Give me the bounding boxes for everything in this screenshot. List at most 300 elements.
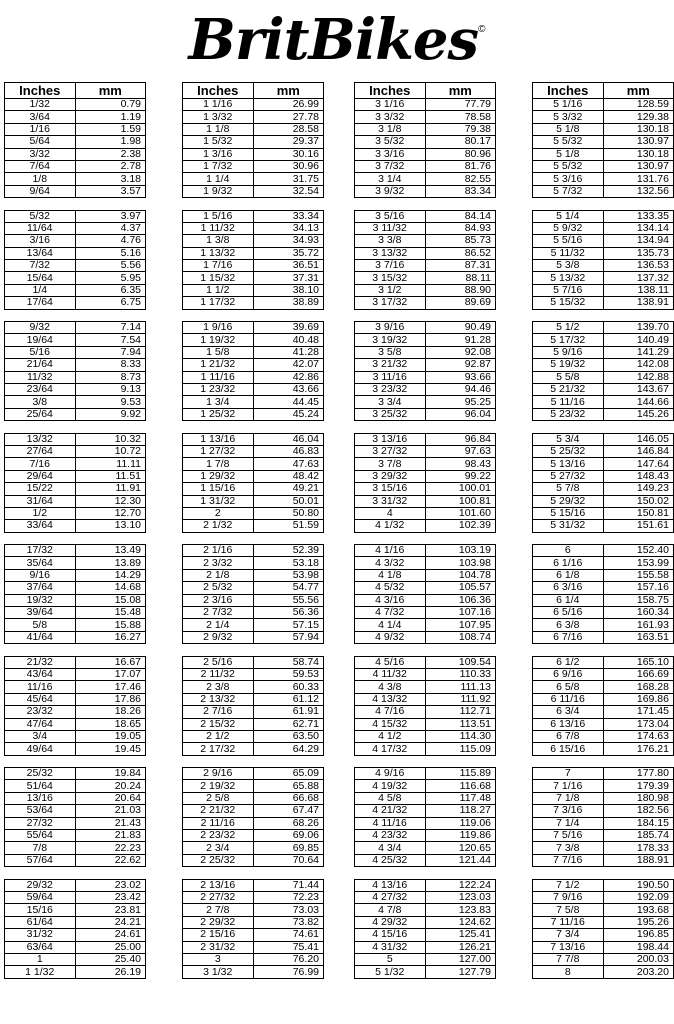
mm-cell: 176.21 [603,743,674,755]
inches-cell: 2 9/32 [183,631,254,643]
table-row [5,582,146,594]
inches-cell: 3/8 [5,396,76,408]
table-row [355,260,496,272]
table-row [5,730,146,742]
inches-cell: 4 7/16 [355,706,426,718]
mm-cell: 133.35 [603,210,674,222]
mm-cell: 70.64 [253,854,324,866]
group-spacer [533,867,674,879]
mm-cell: 114.30 [425,730,496,742]
mm-cell: 4.37 [75,222,146,234]
table-row [183,842,324,854]
table-row [533,904,674,916]
inches-cell: 4 1/32 [355,520,426,532]
inches-cell: 7 5/8 [533,904,604,916]
inches-cell: 5 9/16 [533,346,604,358]
table-row [533,545,674,557]
inches-cell: 1/4 [5,284,76,296]
table-row [533,470,674,482]
table-row [533,111,674,123]
inches-cell: 9/16 [5,569,76,581]
table-row [183,966,324,978]
mm-cell: 174.63 [603,730,674,742]
mm-cell: 147.64 [603,458,674,470]
mm-cell: 166.69 [603,668,674,680]
table-row [183,768,324,780]
table-row [355,222,496,234]
table-row [355,582,496,594]
table-header-row [533,83,674,99]
inches-cell: 3 21/32 [355,359,426,371]
mm-cell: 48.42 [253,470,324,482]
mm-cell: 53.18 [253,557,324,569]
table-row [5,334,146,346]
inches-cell: 53/64 [5,805,76,817]
table-row [5,284,146,296]
table-row [5,929,146,941]
mm-cell: 112.71 [425,706,496,718]
group-spacer [533,309,674,321]
inches-cell: 7 7/8 [533,953,604,965]
mm-cell: 140.49 [603,334,674,346]
inches-cell: 6 1/16 [533,557,604,569]
inches-cell: 2 11/16 [183,817,254,829]
mm-cell: 58.74 [253,656,324,668]
inches-cell: 7 11/16 [533,916,604,928]
mm-cell: 178.33 [603,842,674,854]
inches-cell: 11/64 [5,222,76,234]
inches-cell: 5 3/32 [533,111,604,123]
mm-cell: 62.71 [253,718,324,730]
inches-cell: 2 29/32 [183,916,254,928]
table-row [183,607,324,619]
mm-cell: 88.11 [425,272,496,284]
table-row [183,520,324,532]
table-row [533,916,674,928]
table-row [533,123,674,135]
table-row [183,247,324,259]
inches-cell: 3/4 [5,730,76,742]
table-row [355,99,496,111]
mm-cell: 36.51 [253,260,324,272]
table-row [355,408,496,420]
mm-cell: 177.80 [603,768,674,780]
inches-cell: 6 3/16 [533,582,604,594]
table-row [183,743,324,755]
inches-cell: 4 1/8 [355,569,426,581]
inches-cell: 5 15/32 [533,297,604,309]
table-row [183,693,324,705]
inches-cell: 3 9/16 [355,322,426,334]
inches-cell: 3 3/16 [355,148,426,160]
table-row [533,247,674,259]
mm-cell: 104.78 [425,569,496,581]
inches-cell: 19/32 [5,594,76,606]
table-row [5,396,146,408]
inches-cell: 15/64 [5,272,76,284]
inches-cell: 5 3/4 [533,433,604,445]
table-row [533,706,674,718]
mm-cell: 119.86 [425,830,496,842]
table-row [533,458,674,470]
table-row [183,210,324,222]
inches-cell: 1 [5,953,76,965]
table-row [183,173,324,185]
table-row [5,619,146,631]
table-row [183,545,324,557]
table-row [533,817,674,829]
mm-cell: 16.67 [75,656,146,668]
inches-cell: 13/32 [5,433,76,445]
inches-cell: 2 3/4 [183,842,254,854]
table-row [355,247,496,259]
mm-cell: 11.51 [75,470,146,482]
inches-cell: 7/32 [5,260,76,272]
mm-cell: 33.34 [253,210,324,222]
table-row [5,408,146,420]
table-row [183,148,324,160]
mm-cell: 10.32 [75,433,146,445]
table-row [533,284,674,296]
table-row [5,470,146,482]
table-row [355,483,496,495]
mm-cell: 45.24 [253,408,324,420]
table-row [5,371,146,383]
table-row [355,693,496,705]
mm-cell: 25.00 [75,941,146,953]
inches-cell: 7/16 [5,458,76,470]
table-row [355,383,496,395]
table-row [5,111,146,123]
table-row [355,136,496,148]
mm-cell: 9.92 [75,408,146,420]
inches-cell: 4 9/16 [355,768,426,780]
mm-cell: 115.89 [425,768,496,780]
inches-cell: 1 3/4 [183,396,254,408]
mm-cell: 21.03 [75,805,146,817]
table-row [5,495,146,507]
mm-cell: 126.21 [425,941,496,953]
mm-cell: 16.27 [75,631,146,643]
table-row [355,470,496,482]
conversion-table-1 [4,82,146,979]
inches-cell: 1 9/32 [183,185,254,197]
mm-cell: 128.59 [603,99,674,111]
inches-cell: 5 7/8 [533,483,604,495]
mm-cell: 102.39 [425,520,496,532]
group-spacer [355,198,496,210]
group-spacer [355,867,496,879]
table-row [355,594,496,606]
inches-cell: 4 27/32 [355,892,426,904]
mm-cell: 57.94 [253,631,324,643]
mm-cell: 79.38 [425,123,496,135]
table-row [355,879,496,891]
inches-cell: 2 27/32 [183,892,254,904]
mm-cell: 6.35 [75,284,146,296]
table-row [355,123,496,135]
mm-cell: 152.40 [603,545,674,557]
table-row [355,768,496,780]
conversion-table-2 [182,82,324,979]
mm-cell: 10.72 [75,445,146,457]
table-row [5,545,146,557]
table-row [355,681,496,693]
mm-cell: 13.49 [75,545,146,557]
mm-cell: 131.76 [603,173,674,185]
mm-cell: 203.20 [603,966,674,978]
table-row [355,272,496,284]
table-row [355,631,496,643]
mm-cell: 2.78 [75,160,146,172]
mm-cell: 46.83 [253,445,324,457]
inches-cell: 5 [355,953,426,965]
mm-cell: 136.53 [603,260,674,272]
mm-cell: 17.46 [75,681,146,693]
table-row [5,842,146,854]
mm-cell: 123.03 [425,892,496,904]
table-row [355,966,496,978]
conversion-column-4 [532,82,674,979]
mm-cell: 23.81 [75,904,146,916]
inches-cell: 1 3/32 [183,111,254,123]
table-row [533,780,674,792]
inches-cell: 27/64 [5,445,76,457]
table-row [183,284,324,296]
mm-cell: 165.10 [603,656,674,668]
inches-cell: 3 1/32 [183,966,254,978]
inches-cell: 63/64 [5,941,76,953]
brand-name: BritBikes [188,7,479,73]
group-spacer [5,198,146,210]
inches-cell: 1 3/16 [183,148,254,160]
inches-cell: 1 29/32 [183,470,254,482]
mm-cell: 1.98 [75,136,146,148]
table-row [5,817,146,829]
inches-cell: 5/8 [5,619,76,631]
table-row [183,185,324,197]
mm-cell: 50.80 [253,507,324,519]
inches-cell: 5 1/4 [533,210,604,222]
mm-cell: 1.59 [75,123,146,135]
inches-cell: 7 [533,768,604,780]
inches-cell: 1 1/4 [183,173,254,185]
inches-cell: 35/64 [5,557,76,569]
mm-cell: 115.09 [425,743,496,755]
table-row [5,136,146,148]
mm-cell: 34.13 [253,222,324,234]
mm-cell: 121.44 [425,854,496,866]
inches-cell: 13/64 [5,247,76,259]
inches-cell: 4 [355,507,426,519]
inches-cell: 4 3/16 [355,594,426,606]
mm-cell: 134.94 [603,235,674,247]
inches-cell: 5 31/32 [533,520,604,532]
table-row [355,780,496,792]
inches-cell: 3 13/32 [355,247,426,259]
inches-cell: 7 3/16 [533,805,604,817]
inches-cell: 4 29/32 [355,916,426,928]
inches-cell: 5 11/16 [533,396,604,408]
mm-cell: 42.86 [253,371,324,383]
table-row [5,322,146,334]
inches-cell: 23/32 [5,706,76,718]
inches-cell: 2 15/32 [183,718,254,730]
group-spacer [5,309,146,321]
mm-cell: 56.36 [253,607,324,619]
table-row [533,396,674,408]
mm-cell: 137.32 [603,272,674,284]
table-row [5,904,146,916]
group-spacer [5,644,146,656]
inches-cell: 4 1/16 [355,545,426,557]
mm-cell: 69.85 [253,842,324,854]
table-row [183,792,324,804]
mm-cell: 89.69 [425,297,496,309]
mm-cell: 101.60 [425,507,496,519]
table-row [533,383,674,395]
table-row [5,743,146,755]
mm-cell: 52.39 [253,545,324,557]
mm-cell: 15.48 [75,607,146,619]
mm-cell: 155.58 [603,569,674,581]
inches-cell: 1 13/32 [183,247,254,259]
mm-cell: 120.65 [425,842,496,854]
table-row [183,569,324,581]
group-spacer [5,421,146,433]
inches-cell: 1 15/32 [183,272,254,284]
table-row [533,507,674,519]
table-row [533,830,674,842]
table-row [355,743,496,755]
table-row [533,185,674,197]
mm-cell: 7.14 [75,322,146,334]
inches-cell: 7 3/8 [533,842,604,854]
group-spacer [183,198,324,210]
table-row [355,371,496,383]
inches-cell: 1 25/32 [183,408,254,420]
table-row [5,854,146,866]
inches-cell: 4 15/32 [355,718,426,730]
mm-cell: 168.28 [603,681,674,693]
table-row [183,99,324,111]
inches-cell: 7 1/4 [533,817,604,829]
mm-cell: 13.10 [75,520,146,532]
mm-cell: 21.83 [75,830,146,842]
mm-cell: 130.97 [603,136,674,148]
mm-cell: 182.56 [603,805,674,817]
table-row [533,966,674,978]
table-row [355,892,496,904]
mm-cell: 65.88 [253,780,324,792]
mm-cell: 129.38 [603,111,674,123]
mm-cell: 145.26 [603,408,674,420]
table-row [533,136,674,148]
inches-cell: 4 15/16 [355,929,426,941]
table-row [183,495,324,507]
table-row [355,619,496,631]
inches-cell: 4 3/8 [355,681,426,693]
table-row [5,569,146,581]
inches-cell: 5 13/16 [533,458,604,470]
brand-logo [0,4,674,76]
inches-cell: 1 7/8 [183,458,254,470]
mm-cell: 113.51 [425,718,496,730]
inches-cell: 7 13/16 [533,941,604,953]
table-row [5,780,146,792]
table-row [533,681,674,693]
table-row [183,681,324,693]
mm-cell: 22.23 [75,842,146,854]
inches-cell: 6 13/16 [533,718,604,730]
table-row [5,222,146,234]
table-row [355,842,496,854]
table-row [5,148,146,160]
mm-cell: 8.33 [75,359,146,371]
inches-cell: 6 9/16 [533,668,604,680]
inches-cell: 5 1/32 [355,966,426,978]
mm-cell: 7.54 [75,334,146,346]
table-row [355,817,496,829]
mm-cell: 100.01 [425,483,496,495]
inches-cell: 5 23/32 [533,408,604,420]
table-row [355,334,496,346]
inches-cell: 4 5/8 [355,792,426,804]
mm-cell: 13.89 [75,557,146,569]
mm-cell: 22.62 [75,854,146,866]
inches-cell: 1 5/32 [183,136,254,148]
inches-cell: 6 1/2 [533,656,604,668]
group-spacer [183,309,324,321]
inches-cell: 1 13/16 [183,433,254,445]
inches-cell: 3 23/32 [355,383,426,395]
inches-cell: 45/64 [5,693,76,705]
group-spacer [5,867,146,879]
mm-cell: 8.73 [75,371,146,383]
table-row [533,582,674,594]
mm-cell: 193.68 [603,904,674,916]
mm-cell: 26.19 [75,966,146,978]
inches-cell: 2 3/16 [183,594,254,606]
inches-cell: 13/16 [5,792,76,804]
table-row [355,557,496,569]
table-row [183,458,324,470]
inches-cell: 2 13/16 [183,879,254,891]
inches-cell: 5 1/2 [533,322,604,334]
inches-cell: 5 29/32 [533,495,604,507]
mm-cell: 9.13 [75,383,146,395]
group-spacer [533,421,674,433]
mm-cell: 173.04 [603,718,674,730]
mm-cell: 96.04 [425,408,496,420]
mm-cell: 76.20 [253,953,324,965]
inches-cell: 31/64 [5,495,76,507]
mm-cell: 51.59 [253,520,324,532]
mm-cell: 19.84 [75,768,146,780]
inches-cell: 7/8 [5,842,76,854]
inches-cell: 1 27/32 [183,445,254,457]
mm-cell: 198.44 [603,941,674,953]
mm-cell: 50.01 [253,495,324,507]
table-row [533,322,674,334]
inches-cell: 3/16 [5,235,76,247]
inches-cell: 3 13/16 [355,433,426,445]
inches-cell: 3 11/32 [355,222,426,234]
inches-cell: 1 7/32 [183,160,254,172]
table-row [5,260,146,272]
inches-cell: 2 1/8 [183,569,254,581]
inches-cell: 3 1/4 [355,173,426,185]
